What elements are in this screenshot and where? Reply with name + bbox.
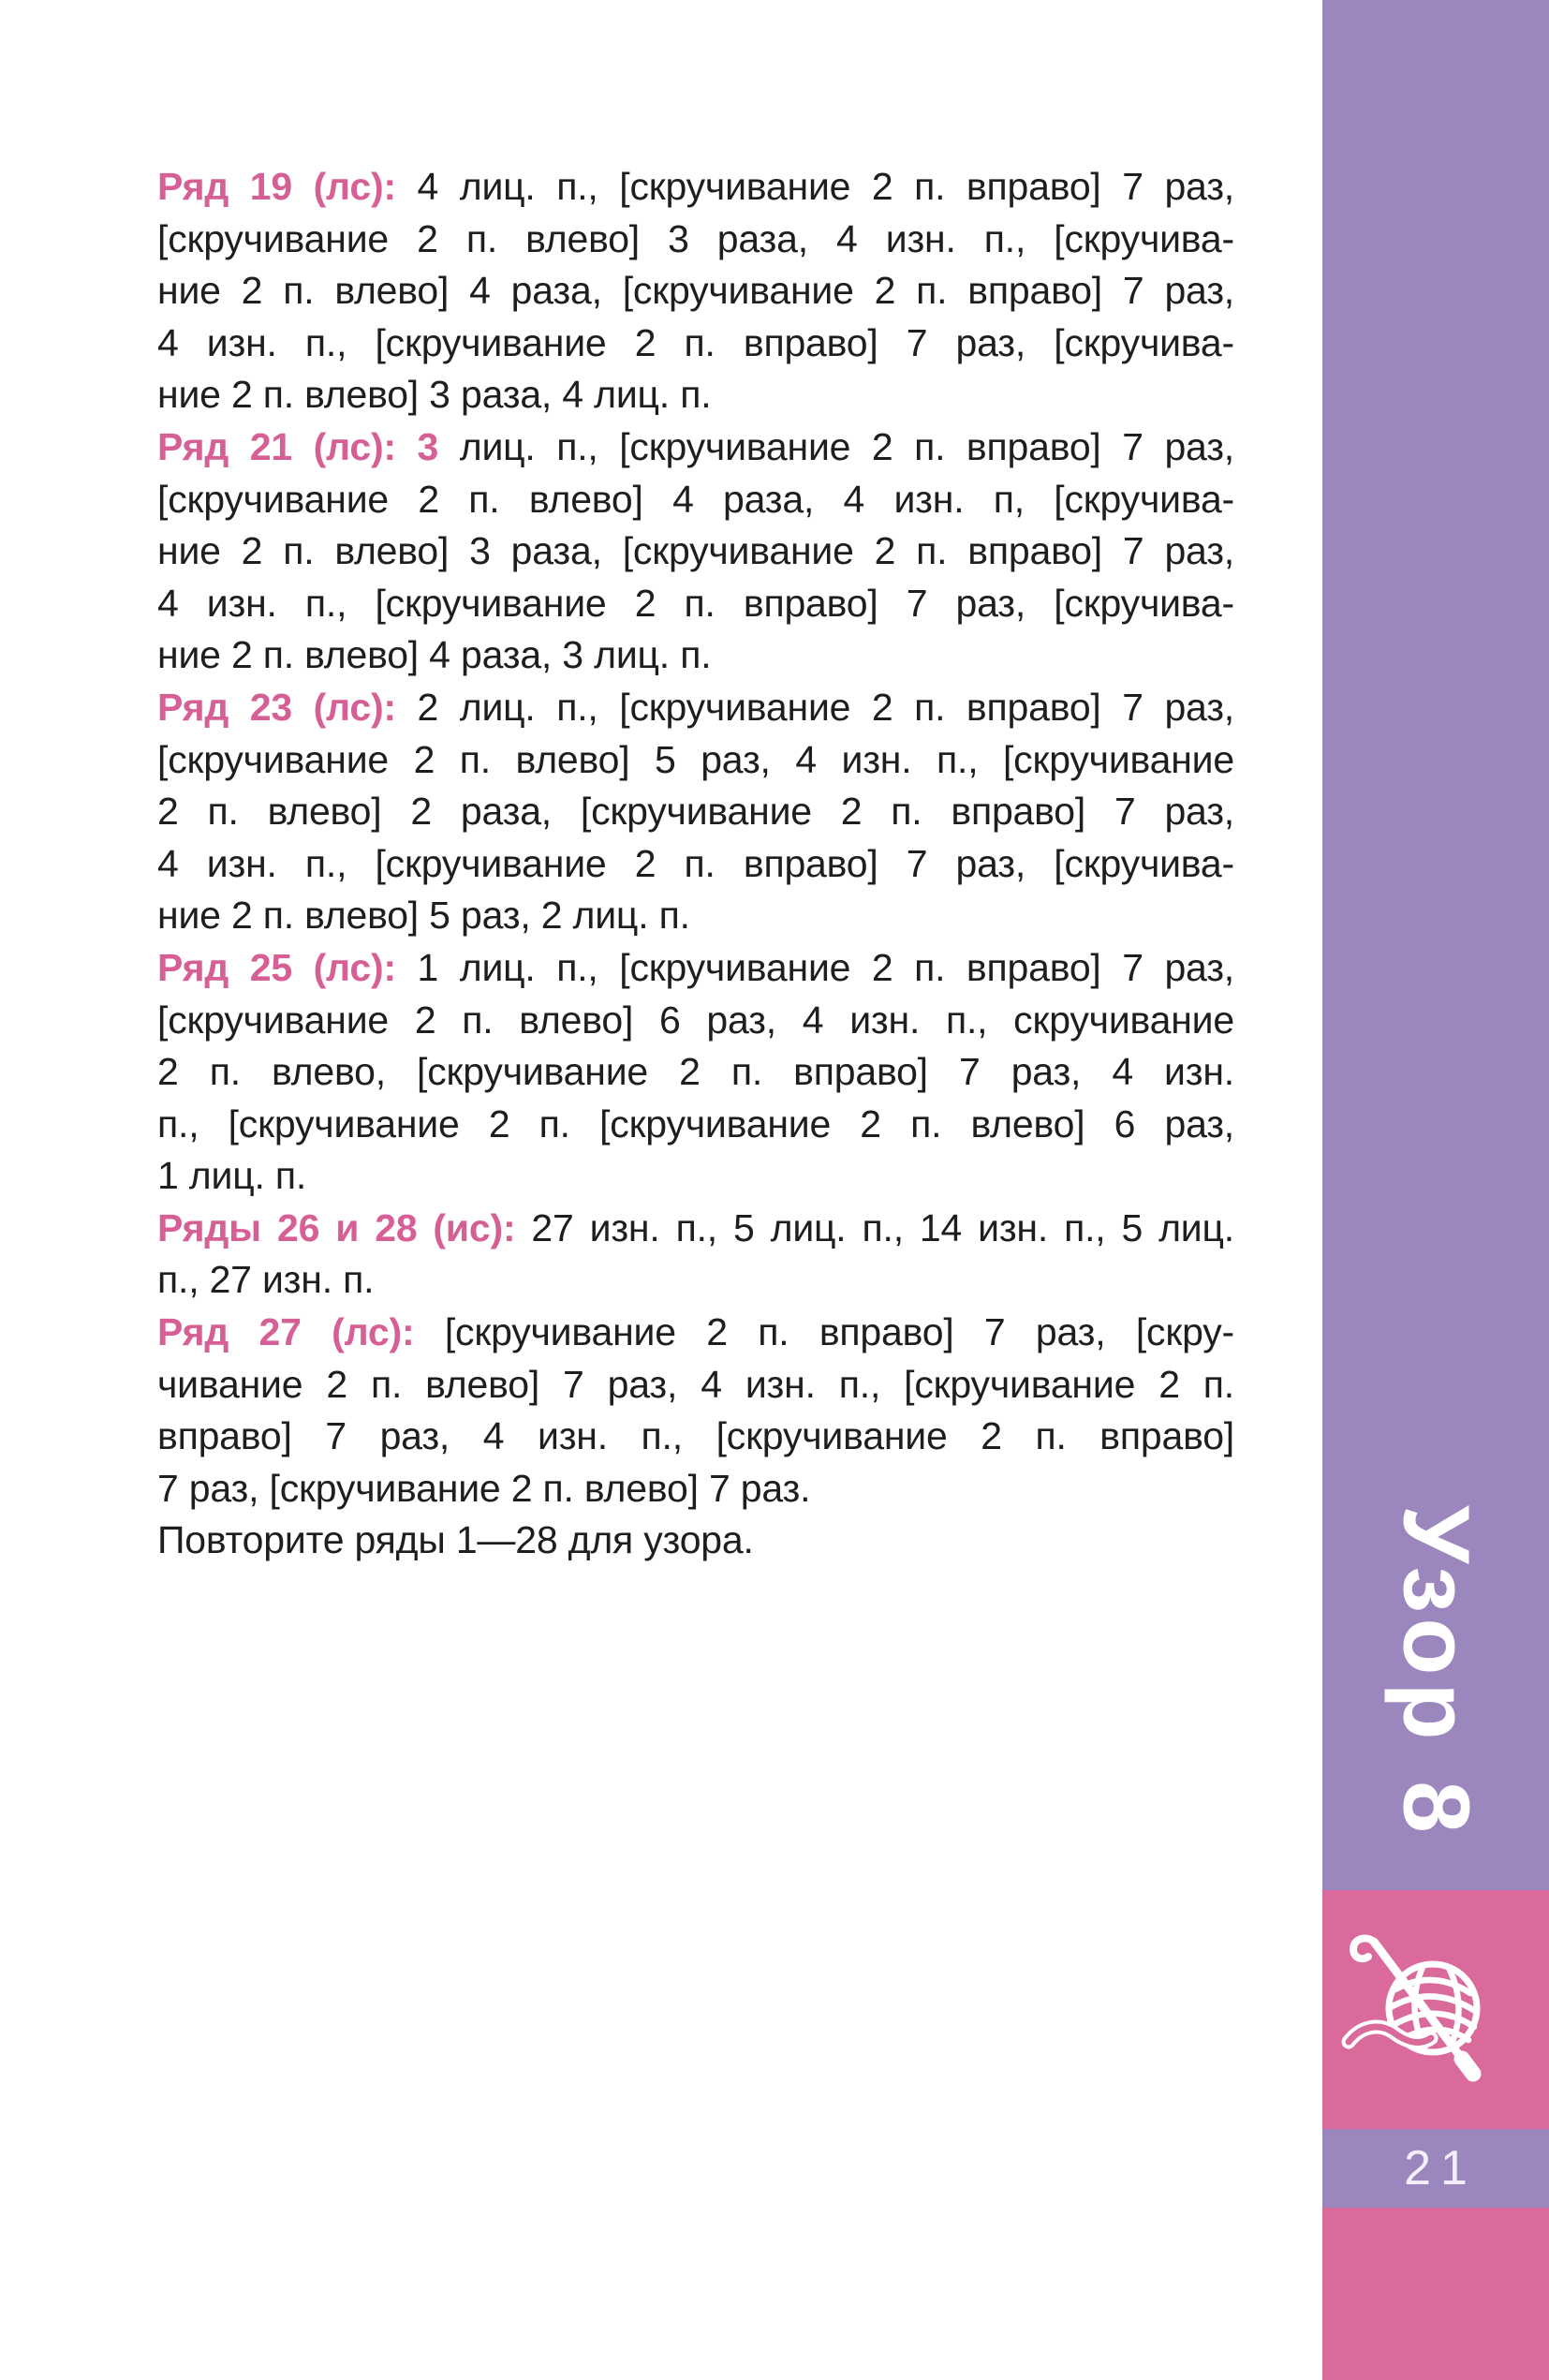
pattern-line	[157, 1046, 1234, 1099]
row-instructions: [скручивание 2 п. влево] 5 раз, 4 изн. п., [скручивание	[157, 737, 1234, 781]
row-instructions: [скручивание 2 п. влево] 4 раза, 4 изн. п, [скручива-	[157, 477, 1234, 521]
pattern-line	[157, 474, 1234, 526]
row-label: Ряд 25 (лс):	[157, 945, 396, 989]
row-instructions: вправо] 7 раз, 4 изн. п., [скручивание 2 п. вправо]	[157, 1414, 1234, 1458]
pattern-line	[157, 786, 1234, 838]
row-instructions: [скручивание 2 п. вправо] 7 раз, [скру-	[414, 1310, 1234, 1354]
row-label: Ряд 27 (лс):	[157, 1310, 415, 1354]
row-instructions: ние 2 п. влево] 5 раз, 2 лиц. п.	[157, 894, 690, 938]
pattern-line	[157, 1411, 1234, 1463]
page-number-band	[1322, 2129, 1549, 2208]
row-instructions: Повторите ряды 1—28 для узора.	[157, 1518, 754, 1562]
page-number: 21	[1404, 2141, 1477, 2195]
pattern-line	[157, 1099, 1234, 1151]
pattern-line	[157, 369, 1234, 421]
pattern-line	[157, 1150, 1234, 1203]
sidebar-pink-footer	[1322, 2208, 1549, 2380]
pattern-line	[157, 318, 1234, 370]
row-instructions: п., 27 изн. п.	[157, 1258, 375, 1302]
row-instructions: 1 лиц. п., [скручивание 2 п. вправо] 7 раз,	[395, 945, 1234, 989]
row-instructions: 4 изн. п., [скручивание 2 п. вправо] 7 раз, [скручива-	[157, 841, 1234, 885]
pattern-line	[157, 995, 1234, 1047]
row-instructions: 4 изн. п., [скручивание 2 п. вправо] 7 раз, [скручива-	[157, 581, 1234, 625]
row-instructions: 27 изн. п., 5 лиц. п., 14 изн. п., 5 лиц.	[515, 1205, 1234, 1249]
pattern-instructions	[157, 161, 1234, 1567]
pattern-line	[157, 214, 1234, 266]
row-instructions: ние 2 п. влево] 4 раза, 3 лиц. п.	[157, 633, 712, 677]
pattern-line	[157, 629, 1234, 682]
pattern-line	[157, 1463, 1234, 1515]
pattern-line	[157, 942, 1234, 995]
pattern-line	[157, 734, 1234, 787]
row-instructions: [скручивание 2 п. влево] 3 раза, 4 изн. п., [скручива-	[157, 216, 1234, 260]
pattern-line	[157, 161, 1234, 214]
pattern-line	[157, 890, 1234, 942]
row-instructions: 7 раз, [скручивание 2 п. влево] 7 раз.	[157, 1466, 811, 1510]
sidebar-pink-block	[1322, 1890, 1549, 2129]
pattern-line	[157, 1254, 1234, 1307]
pattern-line	[157, 1307, 1234, 1359]
pattern-line	[157, 578, 1234, 630]
row-label: Ряд 19 (лс):	[157, 165, 396, 208]
row-label: Ряд 21 (лс): 3	[157, 424, 439, 468]
pattern-line	[157, 682, 1234, 734]
pattern-line	[157, 1515, 1234, 1567]
sidebar-purple-panel	[1322, 0, 1549, 1890]
row-label: Ряд 23 (лс):	[157, 685, 396, 729]
row-label: Ряды 26 и 28 (ис):	[157, 1205, 516, 1249]
yarn-ball-icon	[1339, 1931, 1506, 2089]
pattern-line	[157, 421, 1234, 474]
row-instructions: 2 п. влево, [скручивание 2 п. вправо] 7 раз, 4 изн.	[157, 1050, 1234, 1094]
pattern-line	[157, 265, 1234, 318]
pattern-line	[157, 525, 1234, 578]
row-instructions: ние 2 п. влево] 3 раза, [скручивание 2 п. вправо] 7 раз,	[157, 529, 1234, 573]
row-instructions: [скручивание 2 п. влево] 6 раз, 4 изн. п., скручивание	[157, 998, 1234, 1042]
sidebar	[1322, 0, 1549, 2380]
row-instructions: 2 лиц. п., [скручивание 2 п. вправо] 7 раз,	[395, 685, 1234, 729]
row-instructions: п., [скручивание 2 п. [скручивание 2 п. влево] 6 раз,	[157, 1101, 1234, 1146]
row-instructions: 1 лиц. п.	[157, 1154, 307, 1198]
row-instructions: лиц. п., [скручивание 2 п. вправо] 7 раз,	[438, 424, 1234, 468]
pattern-line	[157, 838, 1234, 891]
row-instructions: 2 п. влево] 2 раза, [скручивание 2 п. вправо] 7 раз,	[157, 790, 1234, 834]
pattern-line	[157, 1359, 1234, 1412]
row-instructions: 4 изн. п., [скручивание 2 п. вправо] 7 раз, [скручива-	[157, 320, 1234, 364]
pattern-line	[157, 1203, 1234, 1255]
row-instructions: ние 2 п. влево] 4 раза, [скручивание 2 п. вправо] 7 раз,	[157, 269, 1234, 313]
row-instructions: 4 лиц. п., [скручивание 2 п. вправо] 7 раз,	[395, 165, 1234, 208]
row-instructions: ние 2 п. влево] 3 раза, 4 лиц. п.	[157, 373, 712, 417]
row-instructions: чивание 2 п. влево] 7 раз, 4 изн. п., [скручивание 2 п.	[157, 1362, 1234, 1406]
pattern-number-label: Узор 8	[1383, 1504, 1489, 1841]
